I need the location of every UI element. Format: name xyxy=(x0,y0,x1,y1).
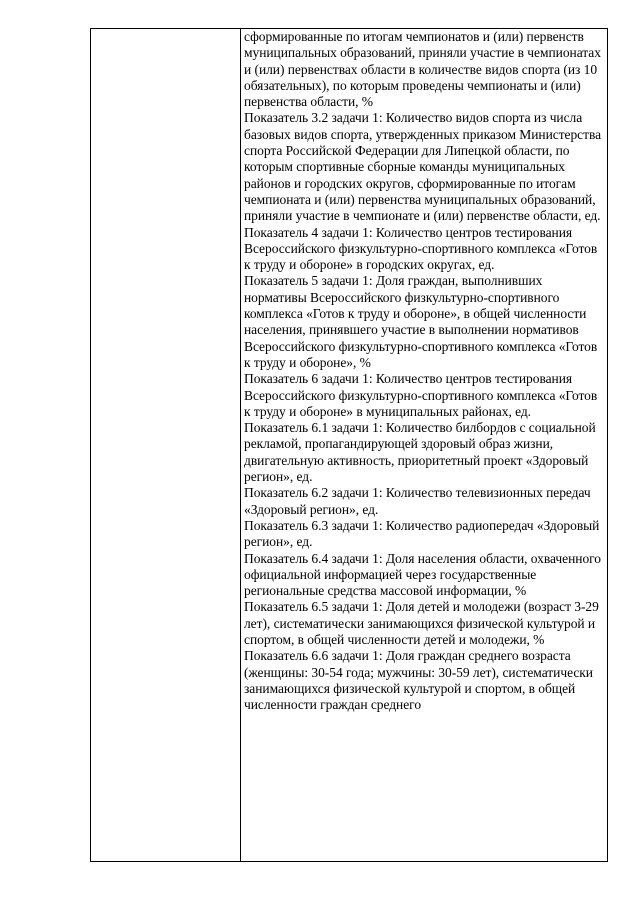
indicator-text xyxy=(241,29,608,713)
paragraph-indicator-6-4: Показатель 6.4 задачи 1: Доля населения области, охваченного официальной информацией через государственные региональные средства массовой информации, % xyxy=(244,550,601,599)
paragraph-indicator-6-1: Показатель 6.1 задачи 1: Количество билбордов с социальной рекламой, пропагандирующей здоровый образ жизни, двигательную активность, приоритетный проект «Здоровый регион», ед. xyxy=(244,420,596,485)
paragraph-indicator-6: Показатель 6 задачи 1: Количество центров тестирования Всероссийского физкультурно-спортивного комплекса «Готов к труду и обороне» в муниципальных районах, ед. xyxy=(244,371,598,419)
paragraph-indicator-3-2: Показатель 3.2 задачи 1: Количество видов спорта из числа базовых видов спорта, утвержденных приказом Министерства спорта Российской Федерации для Липецкой области, по которым спортивные сборные команды муниципальных районов и городских округов, сформированные по итогам чемпионата и (или) первенства муниципальных образований, приняли участие в чемпионате и (или) первенстве области, ед. xyxy=(244,110,602,224)
paragraph-indicator-6-2: Показатель 6.2 задачи 1: Количество телевизионных передач «Здоровый регион», ед. xyxy=(244,485,591,517)
paragraph-continuation: сформированные по итогам чемпионатов и (или) первенств муниципальных образований, приняли участие в чемпионатах и (или) первенствах области в количестве видов спорта (из 10 обязательных), по которым проведены чемпионаты и (или) первенства области, % xyxy=(244,29,601,110)
paragraph-indicator-6-3: Показатель 6.3 задачи 1: Количество радиопередач «Здоровый регион», ед. xyxy=(244,517,600,550)
paragraph-indicator-5: Показатель 5 задачи 1: Доля граждан, выполнивших нормативы Всероссийского физкультурно-спортивного комплекса «Готов к труду и обороне», в общей численности населения, принявшего участие в выполнении нормативов Всероссийского физкультурно-спортивного комплекса «Готов к труду и обороне», % xyxy=(244,273,598,370)
paragraph-indicator-6-6: Показатель 6.6 задачи 1: Доля граждан среднего возраста (женщины: 30-54 года; мужчины: 30-59 лет), систематически занимающихся физической культурой и спортом, в общей численности граждан среднего xyxy=(244,648,593,713)
table-left-cell xyxy=(91,29,241,861)
indicator-table xyxy=(90,28,608,862)
paragraph-indicator-6-5: Показатель 6.5 задачи 1: Доля детей и молодежи (возраст 3-29 лет), систематически занимающихся физической культурой и спортом, в общей численности детей и молодежи, % xyxy=(244,599,599,647)
table-right-cell xyxy=(241,29,608,861)
paragraph-indicator-4: Показатель 4 задачи 1: Количество центров тестирования Всероссийского физкультурно-спортивного комплекса «Готов к труду и обороне» в городских округах, ед. xyxy=(244,224,598,273)
